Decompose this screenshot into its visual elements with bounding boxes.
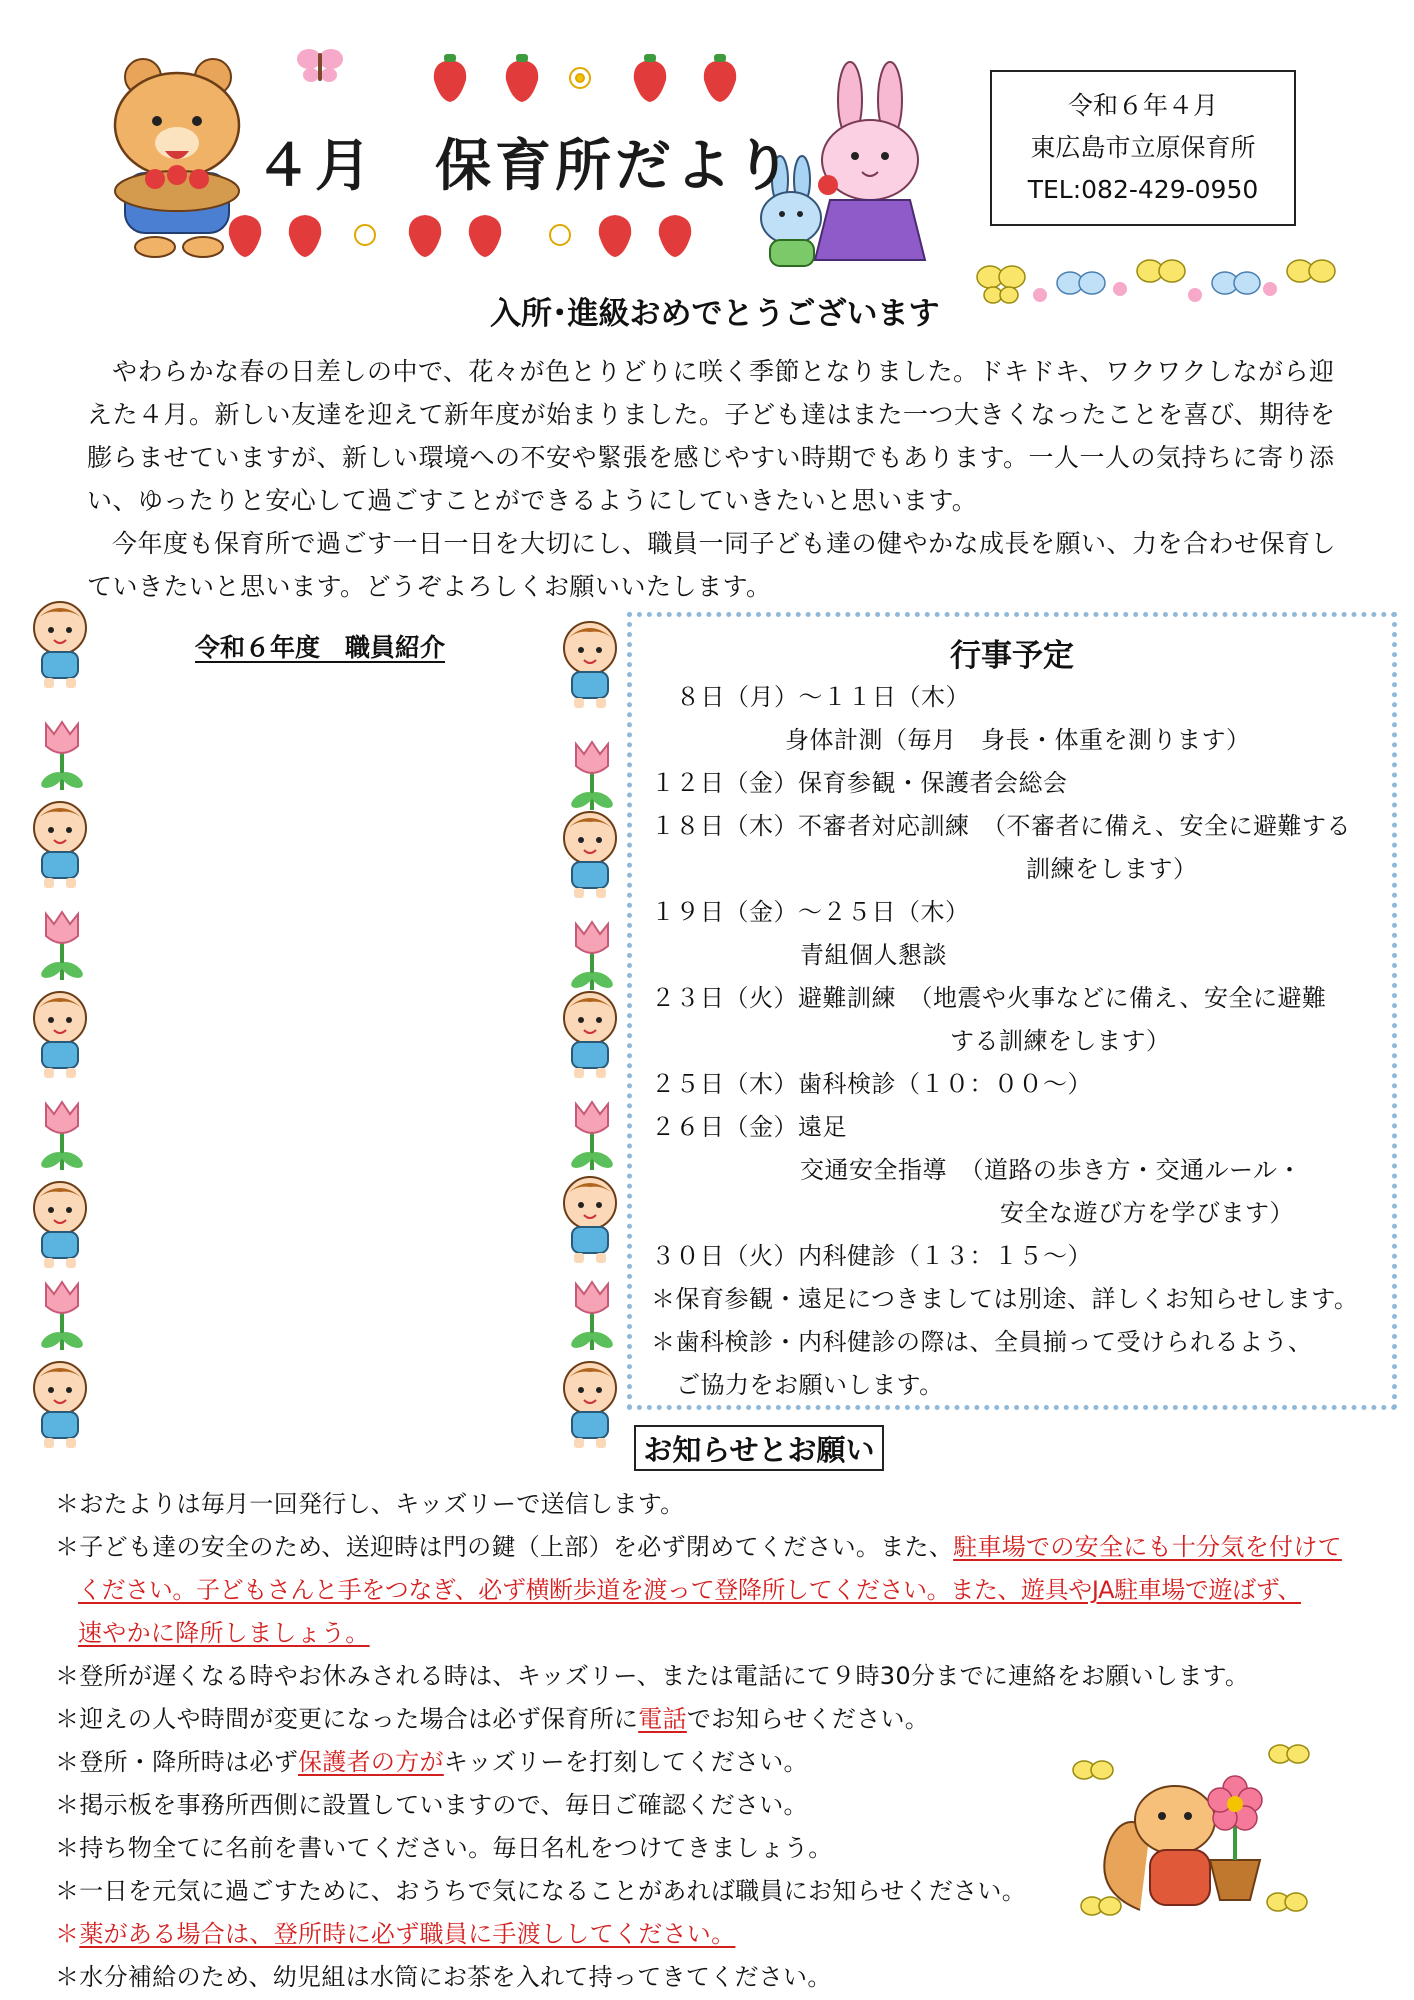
notice-item xyxy=(55,1742,808,1777)
notices-title: お知らせとお願い xyxy=(634,1425,884,1471)
event-line: ２３日（火）避難訓練 （地震や火事などに備え、安全に避難 xyxy=(651,984,1327,1012)
notice-item xyxy=(55,1914,735,1949)
event-line: 訓練をします） xyxy=(1026,855,1198,883)
event-line: する訓練をします） xyxy=(950,1027,1171,1055)
greeting-paragraph-2: 今年度も保育所で過ごす一日一日を大切にし、職員一同子ども達の健やかな成長を願い、力を合わせ保育していきたいと思います。どうぞよろしくお願いいたします。 xyxy=(87,529,1337,601)
notice-emphasis: 速やかに降所しましょう。 xyxy=(78,1619,370,1647)
event-line: １８日（木）不審者対応訓練 （不審者に備え、安全に避難する xyxy=(651,812,1351,840)
event-line: 青組個人懇談 xyxy=(800,941,947,969)
notice-text: ＊子ども達の安全のため、送迎時は門の鍵（上部）を必ず閉めてください。また、 xyxy=(55,1533,954,1561)
notice-item: ＊掲示板を事務所西側に設置していますので、毎日ご確認ください。 xyxy=(55,1791,808,1819)
event-line: ３０日（火）内科健診（１３：１５～） xyxy=(651,1242,1092,1270)
notice-text: キッズリーを打刻してください。 xyxy=(443,1748,808,1776)
strawberry-row-top-icon xyxy=(430,50,740,105)
notice-emphasis: 保護者の方が xyxy=(298,1748,444,1776)
notice-text: ＊迎えの人や時間が変更になった場合は必ず保育所に xyxy=(55,1705,639,1733)
phone-number: TEL:082-429-0950 xyxy=(1027,175,1259,204)
notice-item: ＊水分補給のため、幼児組は水筒にお茶を入れて持ってきてください。 xyxy=(55,1963,832,1991)
event-line: ２６日（金）遠足 xyxy=(651,1113,847,1141)
event-line: ２５日（木）歯科検診（１０：００～） xyxy=(651,1070,1092,1098)
notice-emphasis: ください。子どもさんと手をつなぎ、必ず横断歩道を渡って登降所してください。また、遊具やJA駐車場で遊ばず、 xyxy=(78,1576,1301,1604)
event-line: 身体計測（毎月 身長・体重を測ります） xyxy=(785,726,1251,754)
page-title: ４月 保育所だより xyxy=(255,134,795,199)
greeting-heading: 入所･進級おめでとうございます xyxy=(490,296,940,332)
staff-intro-title: 令和６年度 職員紹介 xyxy=(195,633,446,662)
greeting-paragraph-1: やわらかな春の日差しの中で、花々が色とりどりに咲く季節となりました。ドキドキ、ワクワクしながら迎えた４月。新しい友達を迎えて新年度が始まりました。子ども達はまた一つ大きくなったことを喜び、期待を膨らませていますが、新しい環境への不安や緊張を感じやすい時期でもあります。一人一人の気持ちに寄り添い、ゆったりと安心して過ごすことができるようにしていきたいと思います。 xyxy=(87,357,1336,515)
notice-item: ＊登所が遅くなる時やお休みされる時は、キッズリー、または電話にて９時30分までに連絡をお願いします。 xyxy=(55,1662,1250,1690)
event-line: １２日（金）保育参観・保護者会総会 xyxy=(651,769,1068,797)
events-title: 行事予定 xyxy=(950,638,1074,674)
organization-name: 東広島市立原保育所 xyxy=(1030,133,1256,162)
notice-item: ＊持ち物全てに名前を書いてください。毎日名札をつけてきましょう。 xyxy=(55,1834,833,1862)
notice-emphasis: 電話 xyxy=(638,1705,687,1733)
event-line: 交通安全指導 （道路の歩き方・交通ルール・ xyxy=(800,1156,1303,1184)
strawberry-row-bottom-icon xyxy=(225,205,695,260)
event-note: ＊歯科検診・内科健診の際は、全員揃って受けられるよう、 xyxy=(651,1328,1313,1356)
event-note: ＊保育参観・遠足につきましては別途、詳しくお知らせします。 xyxy=(651,1285,1359,1313)
squirrel-with-flower-pot-icon xyxy=(1070,1740,1310,1930)
children-and-tulip-border-icon xyxy=(20,600,620,1460)
notice-item: ＊一日を元気に過ごすために、おうちで気になることがあれば職員にお知らせください。 xyxy=(55,1877,1027,1905)
event-line: １９日（金）～２５日（木） xyxy=(651,898,970,926)
notice-emphasis: 駐車場での安全にも十分気を付けて xyxy=(953,1533,1342,1561)
issue-date: 令和６年４月 xyxy=(1067,91,1218,120)
event-note: ご協力をお願いします。 xyxy=(676,1371,944,1399)
notice-text: でお知らせください。 xyxy=(686,1705,930,1733)
info-box xyxy=(990,70,1296,226)
butterflies-and-flowers-icon xyxy=(975,255,1345,320)
notice-bullet: ＊ xyxy=(55,1920,80,1948)
event-line: ８日（月）～１１日（木） xyxy=(676,683,970,711)
event-line: 安全な遊び方を学びます） xyxy=(1000,1199,1294,1227)
notice-item xyxy=(55,1527,1342,1562)
notice-emphasis: 薬がある場合は、登所時に必ず職員に手渡ししてください。 xyxy=(79,1920,736,1948)
notice-item: ＊おたよりは毎月一回発行し、キッズリーで送信します。 xyxy=(55,1490,685,1518)
butterfly-icon xyxy=(295,45,345,85)
greeting-body xyxy=(87,350,1352,608)
notice-text: ＊登所・降所時は必ず xyxy=(55,1748,298,1776)
notice-item xyxy=(55,1699,929,1734)
